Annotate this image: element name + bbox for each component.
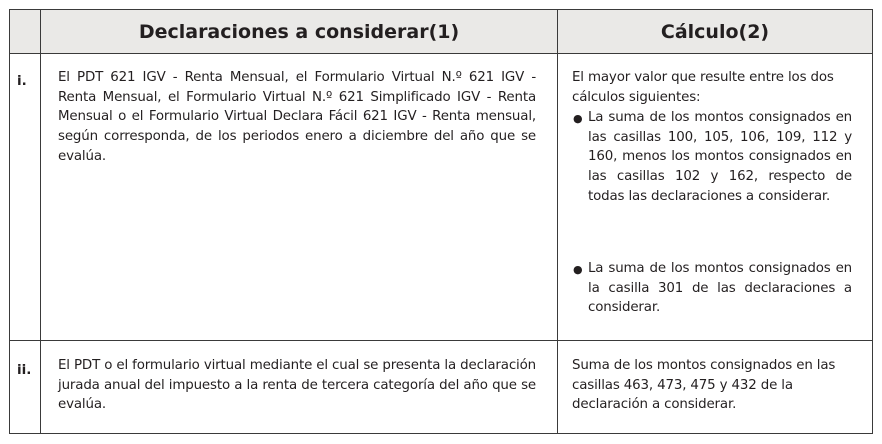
declarations-table xyxy=(9,9,873,434)
row-calculo-bullet: La suma de los montos consignados en la casilla 301 de las declaraciones a considerar. xyxy=(588,261,852,316)
row-declaraciones-text: El PDT o el formulario virtual mediante el cual se presenta la declaración jurada anual del impuesto a la renta de tercera categoría del año que se evalúa. xyxy=(58,358,536,413)
bullet-icon: ● xyxy=(573,263,583,276)
header-calculo: Cálculo(2) xyxy=(660,20,770,43)
row-calculo-bullet: La suma de los montos consignados en las casillas 100, 105, 106, 109, 112 y 160, menos los montos consignados en las casillas 102 y 162, respecto de todas las declaraciones a considerar. xyxy=(588,110,852,204)
header-divider xyxy=(10,53,872,54)
row-divider xyxy=(10,340,872,341)
row-declaraciones-text: El PDT 621 IGV - Renta Mensual, el Formulario Virtual N.º 621 IGV - Renta Mensual, el Formulario Virtual N.º 621 Simplificado IGV - Renta Mensual o el Formulario Virtual Declara Fácil 621 IGV - Renta mensual, según corresponda, de los periodos enero a diciembre del año que se evalúa. xyxy=(58,70,536,164)
calculo-column-divider xyxy=(557,10,558,433)
row-number: i. xyxy=(17,73,27,89)
row-calculo-text: Suma de los montos consignados en las casillas 463, 473, 475 y 432 de la declaración a considerar. xyxy=(572,358,836,413)
header-declaraciones: Declaraciones a considerar(1) xyxy=(138,20,460,43)
row-calculo-intro: El mayor valor que resulte entre los dos cálculos siguientes: xyxy=(572,70,834,105)
bullet-icon: ● xyxy=(573,112,583,125)
number-column-divider xyxy=(40,10,41,433)
row-number: ii. xyxy=(17,362,32,378)
